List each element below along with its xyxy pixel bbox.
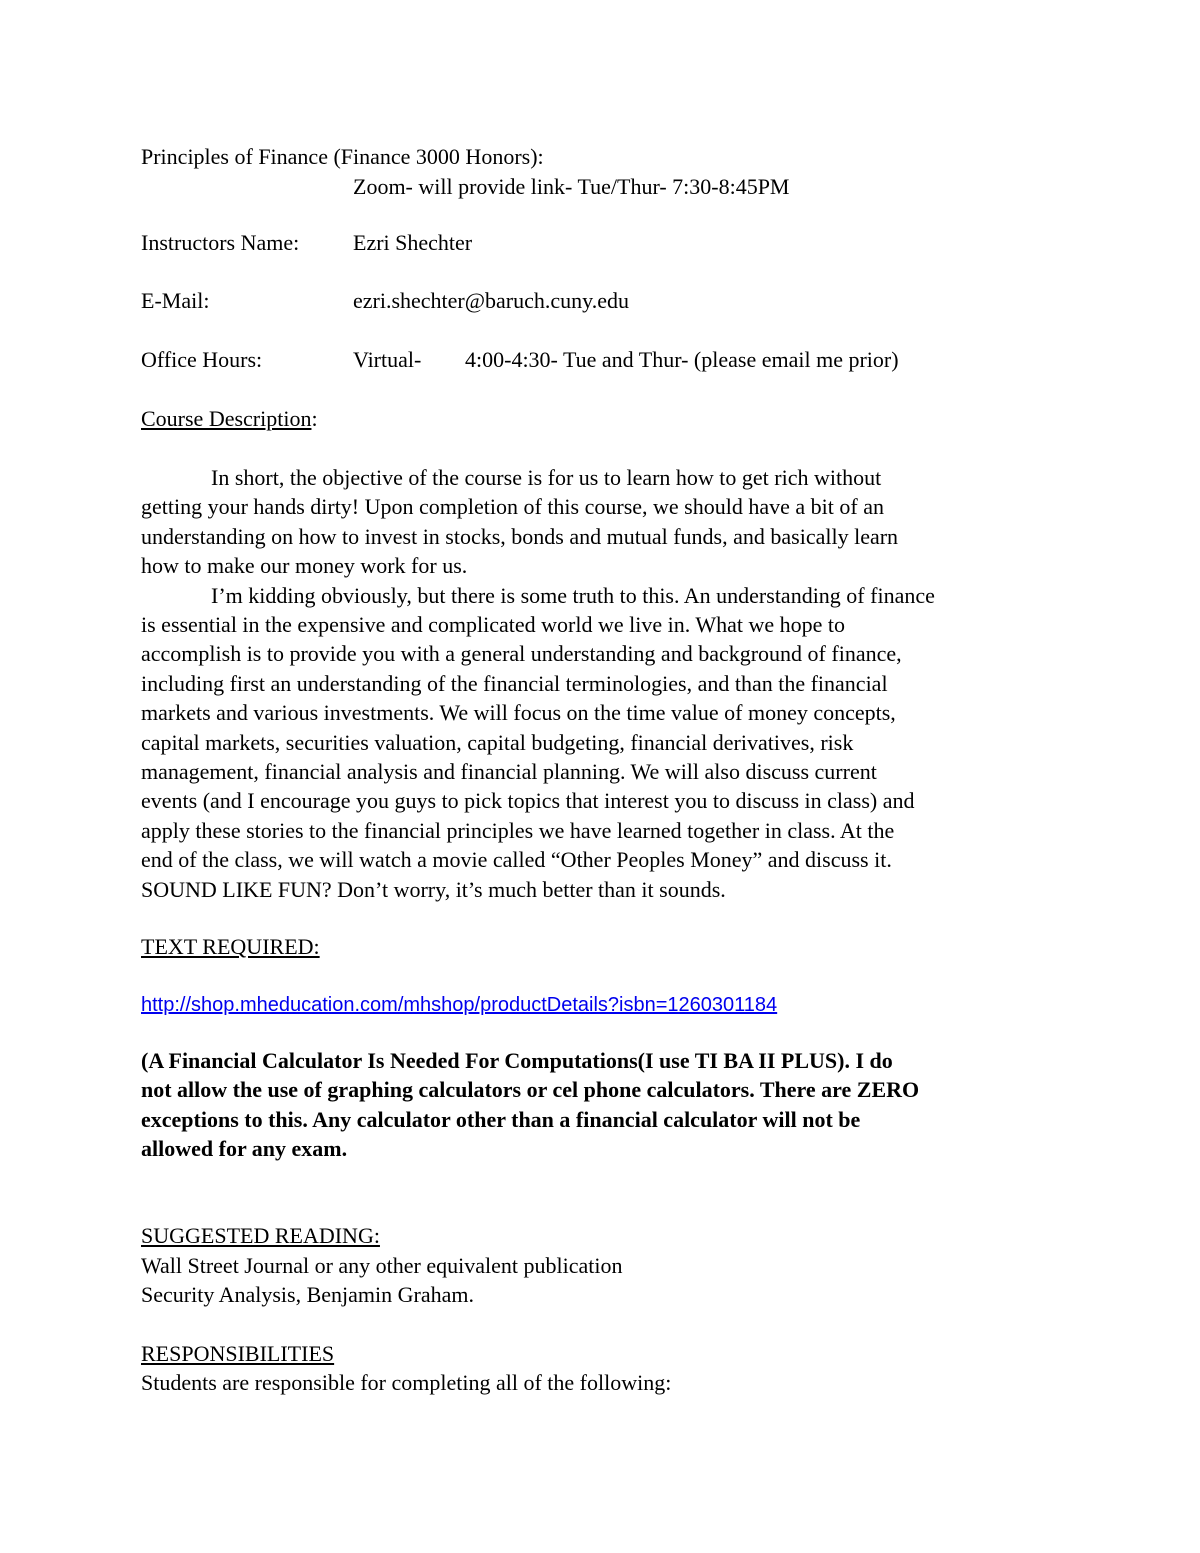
description-line: management, financial analysis and financial planning. We will also discuss current <box>141 759 877 785</box>
course-description-colon: : <box>311 406 318 431</box>
meeting-info: Zoom- will provide link- Tue/Thur- 7:30-8:45PM <box>353 174 790 199</box>
calculator-note-line: allowed for any exam. <box>141 1136 348 1162</box>
suggested-reading-item: Security Analysis, Benjamin Graham. <box>141 1282 474 1307</box>
description-line: how to make our money work for us. <box>141 553 468 579</box>
description-line: I’m kidding obviously, but there is some truth to this. An understanding of finance <box>211 582 935 608</box>
calculator-note-line: (A Financial Calculator Is Needed For Computations(I use TI BA II PLUS). I do <box>141 1048 893 1073</box>
description-line: capital markets, securities valuation, capital budgeting, financial derivatives, risk <box>141 729 854 755</box>
textbook-link-row <box>141 990 777 1019</box>
instructor-name: Ezri Shechter <box>353 230 473 255</box>
course-title: Principles of Finance (Finance 3000 Honors): <box>141 144 544 169</box>
description-line: including first an understanding of the financial terminologies, and than the financial <box>141 670 888 696</box>
calculator-note-line: not allow the use of graphing calculators or cel phone calculators. There are ZERO <box>141 1077 920 1103</box>
calculator-note-line: exceptions to this. Any calculator other than a financial calculator will not be <box>141 1106 861 1132</box>
description-line: apply these stories to the financial principles we have learned together in class. At the <box>141 817 895 843</box>
description-line: accomplish is to provide you with a general understanding and background of finance, <box>141 641 902 667</box>
instructor-label: Instructors Name: <box>141 230 300 255</box>
office-hours-label: Office Hours: <box>141 347 263 372</box>
description-line: understanding on how to invest in stocks, bonds and mutual funds, and basically learn <box>141 523 899 549</box>
course-description-body <box>141 463 1071 904</box>
description-line: end of the class, we will watch a movie called “Other Peoples Money” and discuss it. <box>141 847 892 873</box>
office-hours-mode: Virtual- <box>353 347 422 372</box>
description-line: is essential in the expensive and complicated world we live in. What we hope to <box>141 612 846 638</box>
responsibilities-heading: RESPONSIBILITIES <box>141 1341 335 1366</box>
calculator-note <box>141 1046 1071 1164</box>
description-line: SOUND LIKE FUN? Don’t worry, it’s much better than it sounds. <box>141 876 726 902</box>
description-line: In short, the objective of the course is for us to learn how to get rich without <box>211 465 882 490</box>
course-description-heading <box>141 405 318 433</box>
email-address: ezri.shechter@baruch.cuny.edu <box>353 288 629 313</box>
suggested-reading-item: Wall Street Journal or any other equivalent publication <box>141 1253 623 1278</box>
description-line: events (and I encourage you guys to pick topics that interest you to discuss in class) and <box>141 788 915 814</box>
email-label: E-Mail: <box>141 288 210 313</box>
responsibilities-intro: Students are responsible for completing all of the following: <box>141 1370 672 1395</box>
course-description-heading-text: Course Description <box>141 406 312 431</box>
description-line: markets and various investments. We will focus on the time value of money concepts, <box>141 700 896 726</box>
description-line: getting your hands dirty! Upon completion of this course, we should have a bit of an <box>141 494 884 520</box>
textbook-link[interactable]: http://shop.mheducation.com/mhshop/productDetails?isbn=1260301184 <box>141 994 778 1016</box>
text-required-heading: TEXT REQUIRED: <box>141 934 320 959</box>
office-hours-time: 4:00-4:30- Tue and Thur- (please email me prior) <box>465 347 899 372</box>
suggested-reading-heading: SUGGESTED READING: <box>141 1223 380 1248</box>
